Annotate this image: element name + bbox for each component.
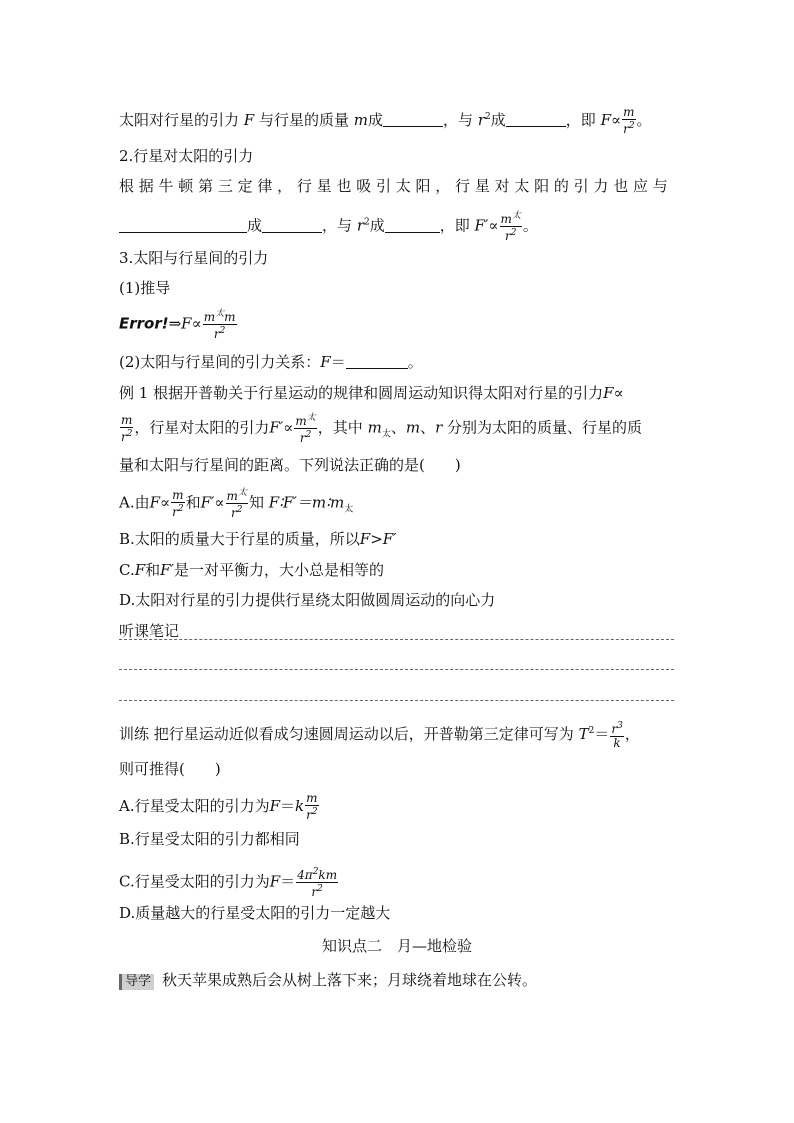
numerator: m bbox=[623, 105, 635, 119]
exponent: 2 bbox=[236, 505, 243, 515]
var-f-prime: F′ bbox=[474, 216, 489, 235]
num-m: m bbox=[295, 414, 307, 428]
fraction bbox=[171, 489, 184, 519]
superscript: 太 bbox=[306, 413, 316, 423]
text: ，与 bbox=[443, 111, 474, 129]
text: 与行星的质量 bbox=[259, 111, 350, 129]
den-r: r bbox=[299, 431, 306, 445]
text: 成 bbox=[247, 216, 263, 235]
var-f: F bbox=[134, 561, 146, 579]
superscript: 太 bbox=[511, 211, 521, 221]
var-f: F bbox=[243, 111, 255, 129]
formula: F>F′ bbox=[359, 530, 397, 548]
den-r: r bbox=[623, 122, 629, 136]
text: C.行星受太阳的引力为 bbox=[119, 872, 270, 891]
text: ，行星对太阳的引力 bbox=[134, 418, 270, 437]
notes-line[interactable] bbox=[119, 639, 674, 640]
var-m: m bbox=[367, 418, 382, 437]
den-r: r bbox=[213, 327, 220, 341]
exponent: 2 bbox=[126, 428, 133, 439]
text: 是一对平衡力，大小总是相等的 bbox=[173, 561, 384, 579]
proportional-sign: ∝ bbox=[191, 314, 202, 333]
var-r: r bbox=[477, 111, 486, 129]
text: 太阳对行星的引力 bbox=[119, 111, 240, 129]
num-4pi: 4π bbox=[297, 868, 313, 882]
text: ，与 bbox=[322, 216, 353, 235]
num-m: m bbox=[203, 310, 216, 324]
numerator bbox=[203, 308, 237, 325]
text: A.由 bbox=[119, 493, 150, 512]
option-c[interactable] bbox=[119, 560, 384, 580]
text: 和 bbox=[185, 493, 201, 512]
equals: ＝ bbox=[280, 797, 296, 815]
section-heading: 知识点二 月—地检验 bbox=[321, 937, 472, 955]
fraction bbox=[120, 414, 133, 444]
guide-line bbox=[119, 970, 537, 990]
text: 和 bbox=[145, 561, 161, 579]
numerator: m bbox=[172, 487, 184, 502]
equals: ＝ bbox=[594, 725, 610, 743]
text: ， bbox=[624, 725, 640, 743]
den-r: r bbox=[120, 429, 127, 444]
var-m: m bbox=[353, 111, 369, 129]
exponent: 2 bbox=[588, 726, 595, 736]
subscript: 太 bbox=[344, 504, 354, 515]
exponent: 2 bbox=[485, 112, 491, 122]
answer-blank[interactable] bbox=[385, 218, 440, 233]
derivation-label: (1)推导 bbox=[119, 279, 171, 297]
option-b[interactable] bbox=[119, 529, 397, 549]
training-option-b[interactable]: B.行星受太阳的引力都相同 bbox=[119, 830, 300, 848]
arrow: ⇒ bbox=[168, 314, 182, 333]
text: ＝ bbox=[330, 353, 346, 371]
text: 训练 把行星运动近似看成匀速圆周运动以后，开普勒第三定律可写为 bbox=[119, 725, 574, 743]
exponent: 2 bbox=[510, 228, 517, 238]
denominator: k bbox=[613, 736, 621, 750]
num-km: km bbox=[318, 868, 338, 882]
text: 分别为太阳的质量、行星的质 bbox=[447, 418, 643, 437]
notes-line[interactable] bbox=[119, 700, 674, 701]
text: 。 bbox=[522, 216, 538, 235]
notes-label: 听课笔记 bbox=[119, 622, 180, 640]
fraction-m-over-r2 bbox=[622, 106, 635, 136]
exponent: 2 bbox=[312, 867, 319, 877]
var-m: m bbox=[405, 418, 421, 437]
denominator bbox=[214, 325, 225, 341]
var-k: k bbox=[295, 797, 305, 815]
num-m: m bbox=[500, 212, 512, 226]
num-m: m bbox=[226, 489, 238, 503]
den-r: r bbox=[172, 504, 178, 519]
section-2-title: 2.行星对太阳的引力 bbox=[119, 147, 254, 165]
exponent: 2 bbox=[363, 217, 370, 228]
proportional-sign: ∝ bbox=[610, 111, 622, 129]
formula: F∝ bbox=[603, 384, 624, 402]
answer-blank[interactable] bbox=[383, 112, 443, 127]
text: 成 bbox=[368, 111, 384, 129]
denominator bbox=[623, 120, 634, 136]
guide-text: 秋天苹果成熟后会从树上落下来；月球绕着地球在公转。 bbox=[162, 971, 538, 989]
numerator: m bbox=[121, 412, 133, 427]
subscript: 太 bbox=[381, 429, 391, 440]
error-text: Error! bbox=[119, 314, 169, 333]
var-f: F bbox=[320, 353, 331, 371]
option-d[interactable]: D.太阳对行星的引力提供行星绕太阳做圆周运动的向心力 bbox=[119, 591, 496, 609]
text: (2)太阳与行星间的引力关系： bbox=[119, 353, 321, 371]
numerator bbox=[296, 866, 338, 883]
var-f: F bbox=[269, 872, 281, 891]
relation-line bbox=[119, 352, 423, 372]
num-m2: m bbox=[224, 310, 236, 324]
numerator bbox=[610, 720, 623, 737]
exponent: 2 bbox=[305, 430, 312, 440]
fraction bbox=[294, 412, 316, 445]
text: 、 bbox=[420, 418, 436, 437]
fraction-msun-m-over-r2 bbox=[203, 308, 237, 341]
var-f-prime: F′ bbox=[160, 561, 174, 579]
den-r: r bbox=[311, 885, 318, 899]
formula: F′∝ bbox=[269, 418, 294, 437]
var-r: r bbox=[435, 418, 443, 437]
superscript: 太 bbox=[215, 309, 225, 319]
numerator bbox=[226, 487, 248, 504]
text: 。 bbox=[636, 111, 652, 129]
superscript: 太 bbox=[237, 488, 247, 498]
text: B.太阳的质量大于行星的质量，所以 bbox=[119, 530, 360, 548]
denominator bbox=[231, 504, 242, 520]
denominator bbox=[505, 227, 516, 243]
training-line-1 bbox=[119, 720, 640, 750]
denominator bbox=[300, 429, 311, 445]
text: A.行星受太阳的引力为 bbox=[119, 797, 270, 815]
text: 例 1 根据开普勒关于行星运动的规律和圆周运动知识得太阳对行星的引力 bbox=[119, 384, 604, 402]
example-1-line-1 bbox=[119, 383, 624, 403]
numerator bbox=[500, 210, 522, 227]
example-1-line-3: 量和太阳与行星间的距离。下列说法正确的是( ) bbox=[119, 456, 461, 474]
text: 。 bbox=[407, 353, 423, 371]
num-r: r bbox=[611, 722, 618, 736]
fraction bbox=[296, 866, 338, 899]
denominator bbox=[311, 883, 322, 899]
formula: F′∝ bbox=[200, 493, 225, 512]
text: 、 bbox=[390, 418, 406, 437]
training-option-c[interactable] bbox=[119, 866, 339, 899]
text: 知 bbox=[248, 493, 264, 512]
denominator bbox=[172, 503, 183, 519]
training-option-a[interactable] bbox=[119, 792, 320, 822]
law-line-1 bbox=[119, 106, 652, 136]
denominator bbox=[306, 806, 317, 822]
example-1-line-2 bbox=[119, 412, 642, 445]
section-3-title: 3.太阳与行星间的引力 bbox=[119, 249, 269, 267]
answer-blank[interactable] bbox=[262, 218, 322, 233]
exponent: 2 bbox=[311, 807, 318, 817]
text: ，即 bbox=[565, 111, 596, 129]
derivation-line bbox=[119, 308, 238, 341]
exponent: 2 bbox=[317, 884, 323, 894]
fraction-r3-over-k bbox=[610, 720, 623, 750]
var-f: F bbox=[600, 111, 611, 129]
section-2-line-2 bbox=[119, 210, 538, 243]
text: ，其中 bbox=[317, 418, 363, 437]
text: ，即 bbox=[439, 216, 470, 235]
var-r: r bbox=[356, 216, 364, 235]
den-r: r bbox=[231, 506, 237, 520]
ratio: F∶F′＝m∶m bbox=[268, 493, 345, 512]
den-r: r bbox=[306, 808, 312, 822]
numerator: m bbox=[306, 791, 318, 805]
numerator bbox=[294, 412, 316, 429]
answer-blank[interactable] bbox=[119, 218, 247, 233]
text: 成 bbox=[490, 111, 506, 129]
var-f: F bbox=[269, 797, 281, 815]
exponent: 3 bbox=[617, 721, 623, 731]
denominator bbox=[121, 428, 132, 444]
guide-tag: 导学 bbox=[119, 974, 154, 990]
fraction-msun-over-r2 bbox=[500, 210, 522, 243]
fraction bbox=[226, 487, 248, 520]
option-a[interactable] bbox=[119, 487, 353, 520]
proportional-sign: ∝ bbox=[488, 216, 499, 235]
equals: ＝ bbox=[280, 872, 296, 891]
var-t: T bbox=[578, 725, 589, 743]
exponent: 2 bbox=[628, 121, 635, 131]
den-r: r bbox=[504, 229, 511, 243]
exponent: 2 bbox=[177, 503, 184, 514]
answer-blank[interactable] bbox=[346, 354, 408, 369]
formula: F∝ bbox=[149, 493, 171, 512]
training-option-d[interactable]: D.质量越大的行星受太阳的引力一定越大 bbox=[119, 904, 391, 922]
text: 成 bbox=[369, 216, 385, 235]
exponent: 2 bbox=[219, 326, 226, 336]
section-2-line-1: 根 据 牛 顿 第 三 定 律 ， 行 星 也 吸 引 太 阳 ， 行 星 对 太 阳 的 引 力 也 应 与 bbox=[119, 177, 668, 195]
answer-blank[interactable] bbox=[506, 112, 566, 127]
notes-line[interactable] bbox=[119, 669, 674, 670]
text: C. bbox=[119, 561, 135, 579]
fraction bbox=[305, 792, 318, 822]
var-f: F bbox=[181, 314, 192, 333]
training-line-2: 则可推得( ) bbox=[119, 760, 221, 778]
